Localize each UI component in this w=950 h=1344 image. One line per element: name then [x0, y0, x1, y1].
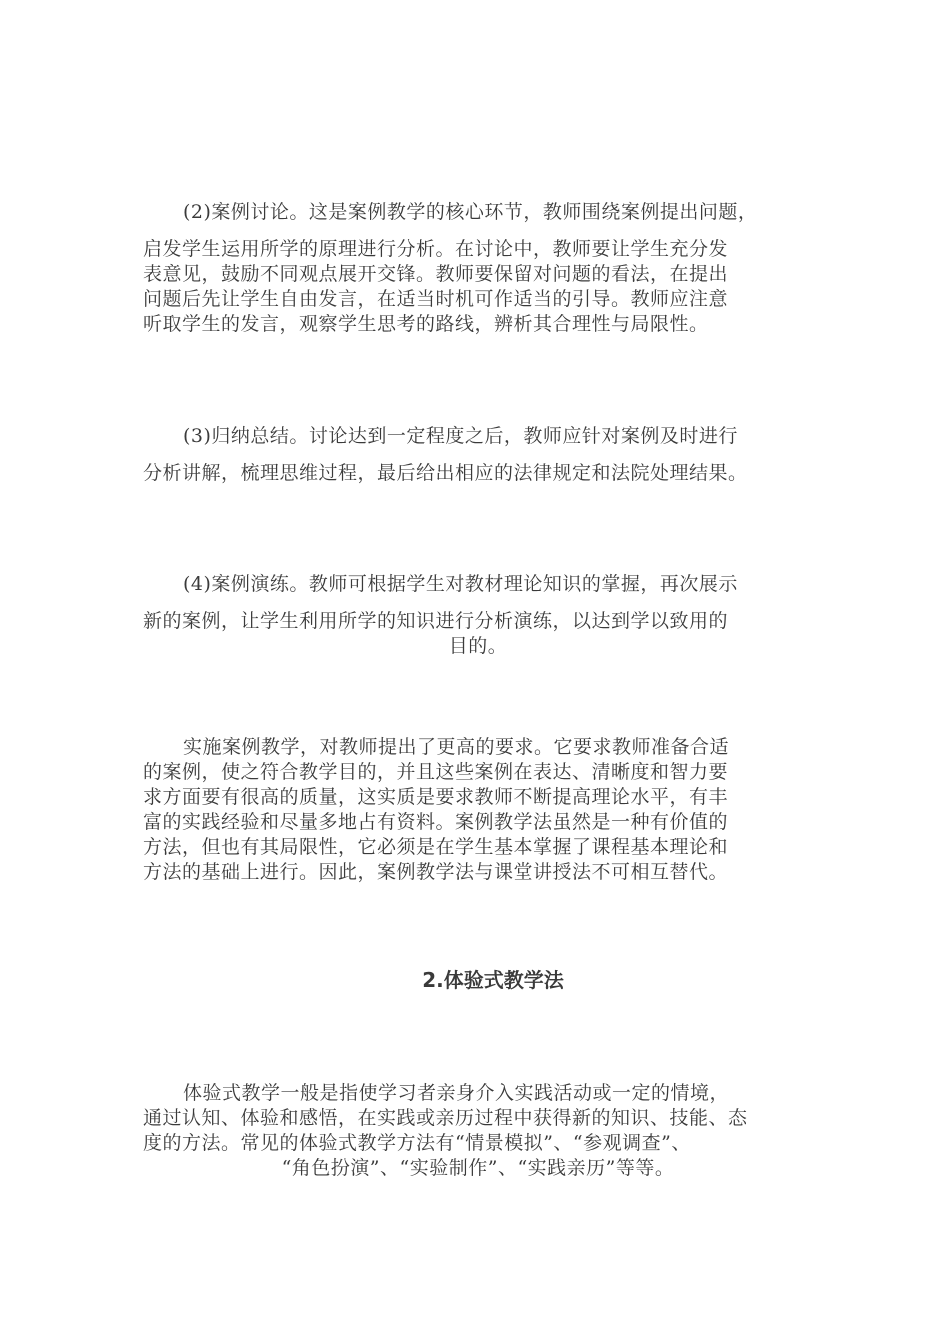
paragraph-6-line-1: 体验式教学一般是指使学习者亲身介入实践活动或一定的情境，	[183, 1082, 730, 1104]
paragraph-3-line-2: 分析讲解，梳理思维过程，最后给出相应的法律规定和法院处理结果。	[143, 462, 748, 484]
paragraph-5-line-6: 方法的基础上进行。因此，案例教学法与课堂讲授法不可相互替代。	[143, 861, 729, 883]
paragraph-5-line-3: 求方面要有很高的质量，这实质是要求教师不断提高理论水平，有丰	[143, 786, 729, 808]
paragraph-5-line-5: 方法，但也有其局限性，它必须是在学生基本掌握了课程基本理论和	[143, 836, 729, 858]
paragraph-5-line-1: 实施案例教学，对教师提出了更高的要求。它要求教师准备合适	[183, 736, 730, 758]
paragraph-2-line-4: 问题后先让学生自由发言，在适当时机可作适当的引导。教师应注意	[143, 288, 729, 310]
paragraph-4-line-1: (4)案例演练。教师可根据学生对教材理论知识的掌握，再次展示	[183, 573, 738, 595]
paragraph-3-line-1: (3)归纳总结。讨论达到一定程度之后，教师应针对案例及时进行	[183, 425, 738, 447]
paragraph-5-line-4: 富的实践经验和尽量多地占有资料。案例教学法虽然是一种有价值的	[143, 811, 729, 833]
paragraph-6-line-3: 度的方法。常见的体验式教学方法有“情景模拟”、“参观调查”、	[143, 1132, 691, 1154]
paragraph-6-line-4: “角色扮演”、“实验制作”、“实践亲历”等等。	[281, 1157, 675, 1179]
paragraph-2-line-5: 听取学生的发言，观察学生思考的路线，辨析其合理性与局限性。	[143, 313, 709, 335]
paragraph-4-line-3: 目的。	[448, 635, 508, 657]
section-heading: 2.体验式教学法	[422, 968, 564, 992]
paragraph-2-line-2: 启发学生运用所学的原理进行分析。在讨论中，教师要让学生充分发	[143, 238, 729, 260]
paragraph-5-line-2: 的案例，使之符合教学目的，并且这些案例在表达、清晰度和智力要	[143, 761, 729, 783]
paragraph-4-line-2: 新的案例，让学生利用所学的知识进行分析演练，以达到学以致用的	[143, 610, 729, 632]
paragraph-2-line-1: (2)案例讨论。这是案例教学的核心环节，教师围绕案例提出问题，	[183, 201, 758, 223]
paragraph-6-line-2: 通过认知、体验和感悟，在实践或亲历过程中获得新的知识、技能、态	[143, 1107, 748, 1129]
paragraph-2-line-3: 表意见，鼓励不同观点展开交锋。教师要保留对问题的看法，在提出	[143, 263, 729, 285]
